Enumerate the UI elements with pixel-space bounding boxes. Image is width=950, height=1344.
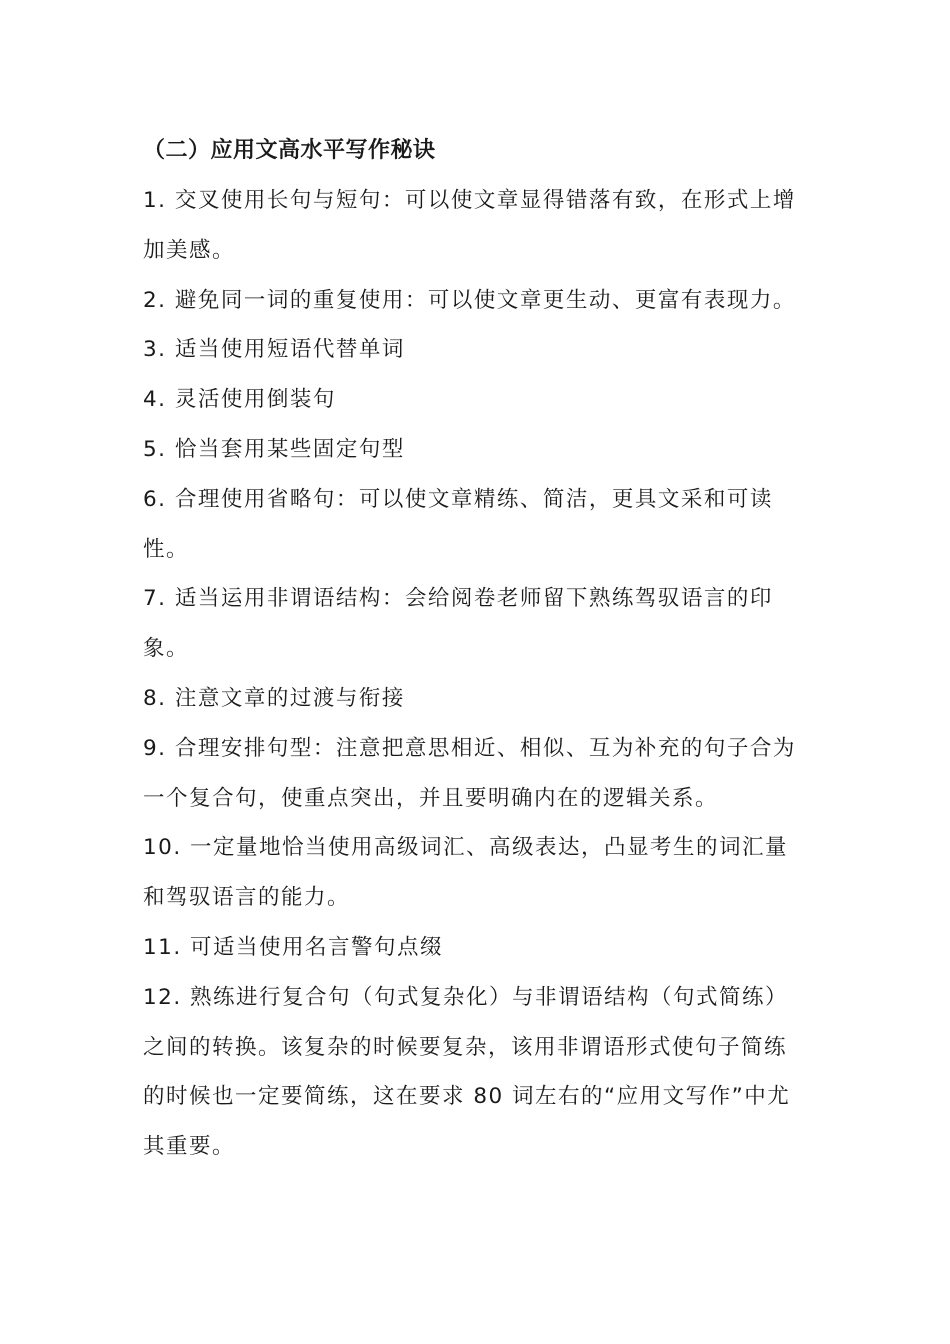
tip-item-12: 12. 熟练进行复合句（句式复杂化）与非谓语结构（句式简练）之间的转换。该复杂的时候要复杂，该用非谓语形式使句子简练的时候也一定要简练，这在要求 80 词左右的“应用文写作”中尤其重要。 <box>143 984 791 1160</box>
tip-item-4: 4. 灵活使用倒装句 <box>143 387 336 413</box>
tip-item-7: 7. 适当运用非谓语结构：会给阅卷老师留下熟练驾驭语言的印象。 <box>143 586 773 662</box>
tip-item-6: 6. 合理使用省略句：可以使文章精练、简洁，更具文采和可读性。 <box>143 486 773 562</box>
tip-item-10: 10. 一定量地恰当使用高级词汇、高级表达，凸显考生的词汇量和驾驭语言的能力。 <box>143 835 789 911</box>
tip-item-1: 1. 交叉使用长句与短句：可以使文章显得错落有致，在形式上增加美感。 <box>143 188 796 263</box>
section-heading: （二）应用文高水平写作秘诀 <box>143 138 436 163</box>
tip-item-2: 2. 避免同一词的重复使用：可以使文章更生动、更富有表现力。 <box>143 287 796 313</box>
document-page <box>143 126 808 1172</box>
tip-item-3: 3. 适当使用短语代替单词 <box>143 337 405 363</box>
tip-item-5: 5. 恰当套用某些固定句型 <box>143 436 405 462</box>
tip-item-11: 11. 可适当使用名言警句点缀 <box>143 934 444 960</box>
tip-item-8: 8. 注意文章的过渡与衔接 <box>143 685 405 711</box>
tip-item-9: 9. 合理安排句型：注意把意思相近、相似、互为补充的句子合为一个复合句，使重点突出，并且要明确内在的逻辑关系。 <box>143 735 796 811</box>
